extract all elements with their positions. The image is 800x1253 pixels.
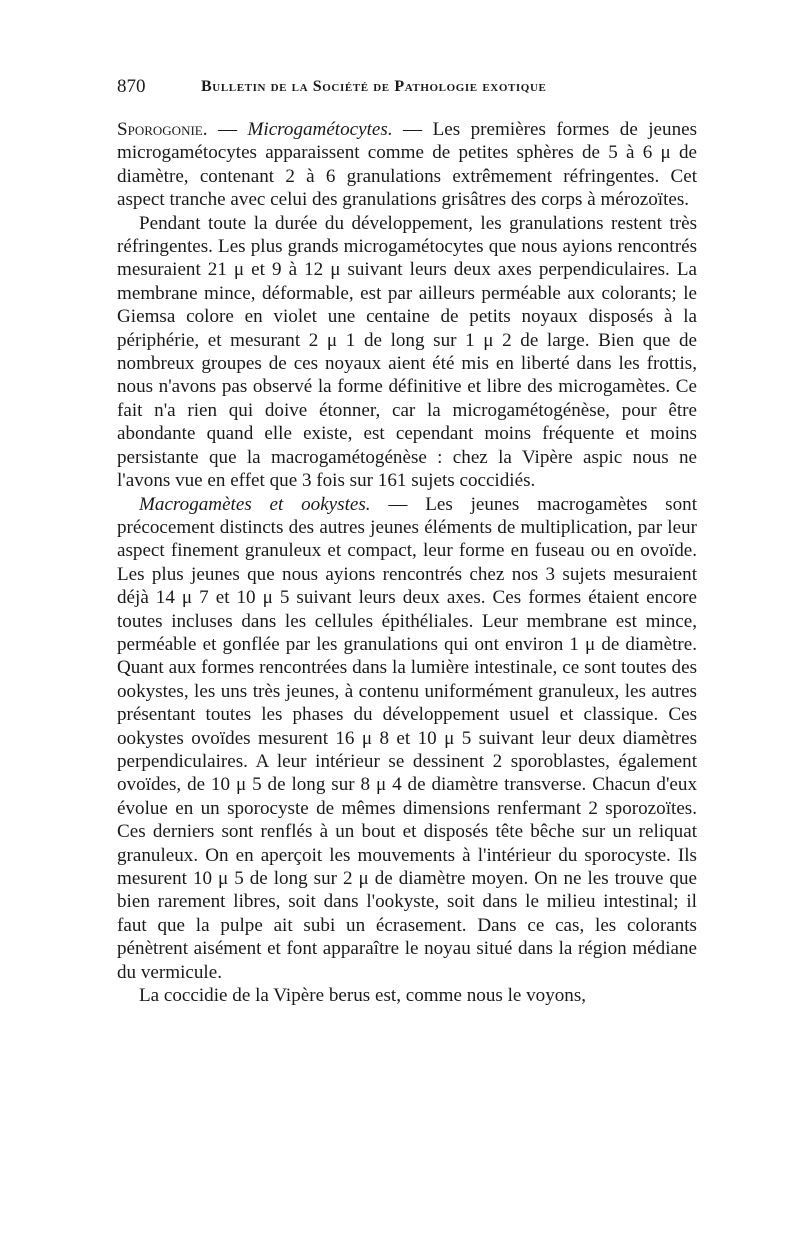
body-text — [117, 118, 697, 1007]
paragraph-macrogametes — [117, 493, 697, 985]
dash-separator: — — [392, 119, 433, 140]
page-header — [117, 76, 697, 100]
paragraph-conclusion — [117, 984, 697, 1007]
dash-separator: — — [370, 493, 426, 515]
running-title: Bulletin de la Société de Pathologie exotique — [201, 78, 547, 95]
paragraph-text: Pendant toute la durée du développement, les granulations restent très réfringentes. Les plus grands microgamétocytes que nous ayions rencontrés mesuraient 21 μ et 9 à 12 μ suivant leurs deux axes perpendiculaires. La membrane mince, déformable, est par ailleurs perméable aux colorants; le Giemsa colore en violet une centaine de petits noyaux disposés à la périphérie, et mesurant 2 μ 1 de long sur 1 μ 2 de large. Bien que de nombreux groupes de ces noyaux aient été mis en liberté dans les frottis, nous n'avons pas observé la forme définitive et libre des microgamètes. Ce fait n'a rien qui doive étonner, car la microgamétogénèse, pour être abondante quand elle existe, est cependant moins fréquente et moins persistante que la macrogamétogénèse : chez la Vipère aspic nous ne l'avons vue en effet que 3 fois sur 161 sujets coccidiés. — [117, 212, 697, 492]
paragraph-text: La coccidie de la Vipère berus est, comme nous le voyons, — [139, 985, 587, 1007]
subsection-heading: Macrogamètes et ookystes. — [139, 493, 371, 515]
paragraph-text: Les jeunes macrogamètes sont précocement distincts des autres jeunes éléments de multiplication, par leur aspect finement granuleux et compact, leur forme en fuseau ou en ovoïde. Les plus jeunes que nous ayions rencontrés chez nos 3 sujets mesuraient déjà 14 μ 7 et 10 μ 5 suivant leurs deux axes. Ces formes étaient encore toutes incluses dans les cellules épithéliales. Leur membrane est mince, perméable et gonflée par les granulations qui ont environ 1 μ de diamètre. Quant aux formes rencontrées dans la lumière intestinale, ce sont toutes des ookystes, les uns très jeunes, à contenu uniformément granuleux, les autres présentant toutes les phases du développement usuel et classique. Ces ookystes ovoïdes mesurent 16 μ 8 et 10 μ 5 suivant leur deux diamètres perpendiculaires. A leur intérieur se dessinent 2 sporoblastes, également ovoïdes, de 10 μ 5 de long sur 8 μ 4 de diamètre transverse. Chacun d'eux évolue en un sporocyste de mêmes dimensions renfermant 2 sporozoïtes. Ces derniers sont renflés à un bout et disposés tête bêche sur un reliquat granuleux. On en aperçoit les mouvements à l'intérieur du sporocyste. Ils mesurent 10 μ 5 de long sur 2 μ de diamètre moyen. On ne les trouve que bien rarement libres, soit dans l'ookyste, soit dans le milieu intestinal; il faut que la pulpe ait subi un écrasement. Dans ce cas, les colorants pénètrent aisément et font apparaître le noyau situé dans la région médiane du vermicule. — [117, 493, 697, 983]
dash-separator: — — [207, 119, 248, 140]
paragraph-text: Les premières formes de jeunes microgamétocytes apparaissent comme de petites sphères de 5 à 6 μ de diamètre, contenant 2 à 6 granulations extrêmement réfringentes. Cet aspect tranche avec celui des granulations grisâtres des corps à mérozoïtes. — [117, 119, 698, 211]
page-number: 870 — [117, 76, 146, 97]
paragraph-microgametocytes — [117, 212, 697, 493]
section-heading: Sporogonie. — [117, 119, 208, 140]
subsection-heading: Microgamétocytes. — [247, 119, 393, 140]
paragraph-sporogonie — [117, 118, 697, 212]
